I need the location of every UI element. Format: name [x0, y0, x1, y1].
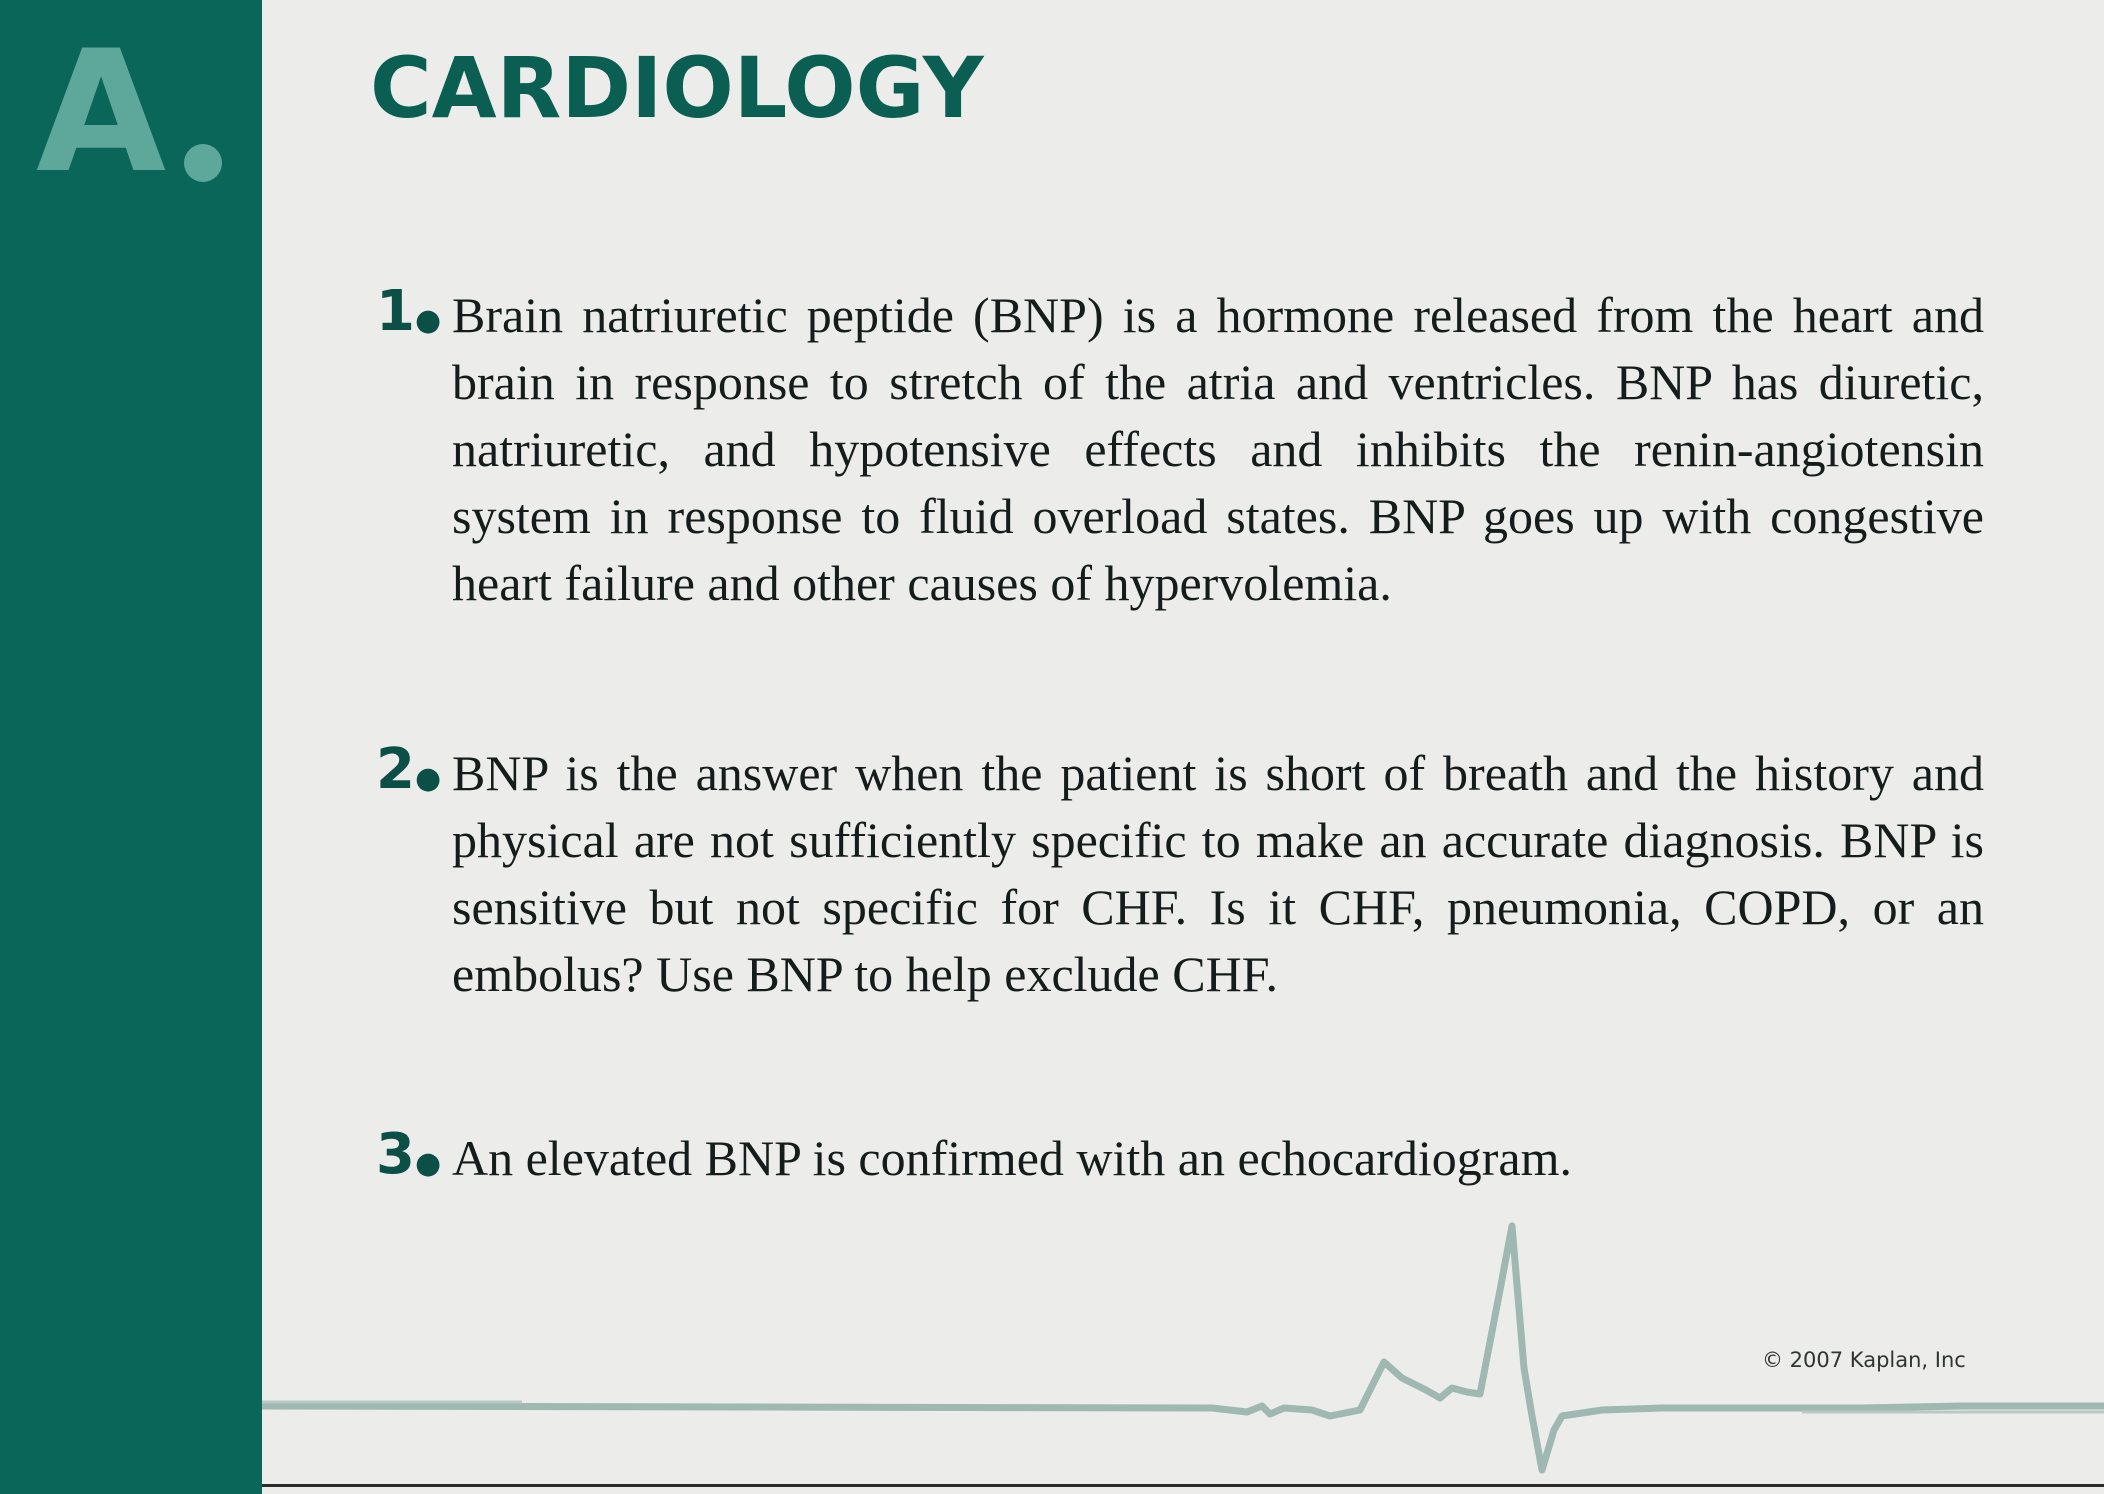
item-number-value: 3 [376, 1122, 415, 1187]
item-text: BNP is the answer when the patient is short of breath and the history and physical are not sufficiently specific to make an accurate diagnosis. BNP is sensitive but not specific for CHF. Is it CHF, pneumonia, COPD, or an embolus? Use BNP to help exclude CHF. [452, 745, 1984, 1002]
bottom-rule [262, 1484, 2104, 1487]
copyright-text: © 2007 Kaplan, Inc [1762, 1348, 1966, 1372]
item-number-dot: ● [414, 303, 442, 338]
section-letter: A [36, 14, 165, 210]
item-number [376, 1122, 442, 1187]
item-number-value: 2 [376, 737, 415, 802]
list-item [376, 279, 1984, 617]
page-title: CARDIOLOGY [370, 39, 984, 137]
item-text: An elevated BNP is confirmed with an echocardiogram. [452, 1130, 1573, 1186]
section-band [0, 0, 262, 1494]
list-item [376, 737, 1984, 1008]
item-number-value: 1 [376, 279, 415, 344]
section-letter-dot [184, 144, 222, 182]
list-item [376, 1122, 1984, 1192]
item-text: Brain natriuretic peptide (BNP) is a hormone released from the heart and brain in response to stretch of the atria and ventricles. BNP has diuretic, natriuretic, and hypotensive effects and inhibits the renin-angiotensin system in response to fluid overload states. BNP goes up with congestive heart failure and other causes of hypervolemia. [452, 287, 1984, 611]
item-number [376, 737, 442, 802]
item-number-dot: ● [414, 1146, 442, 1181]
item-number-dot: ● [414, 761, 442, 796]
item-number [376, 279, 442, 344]
